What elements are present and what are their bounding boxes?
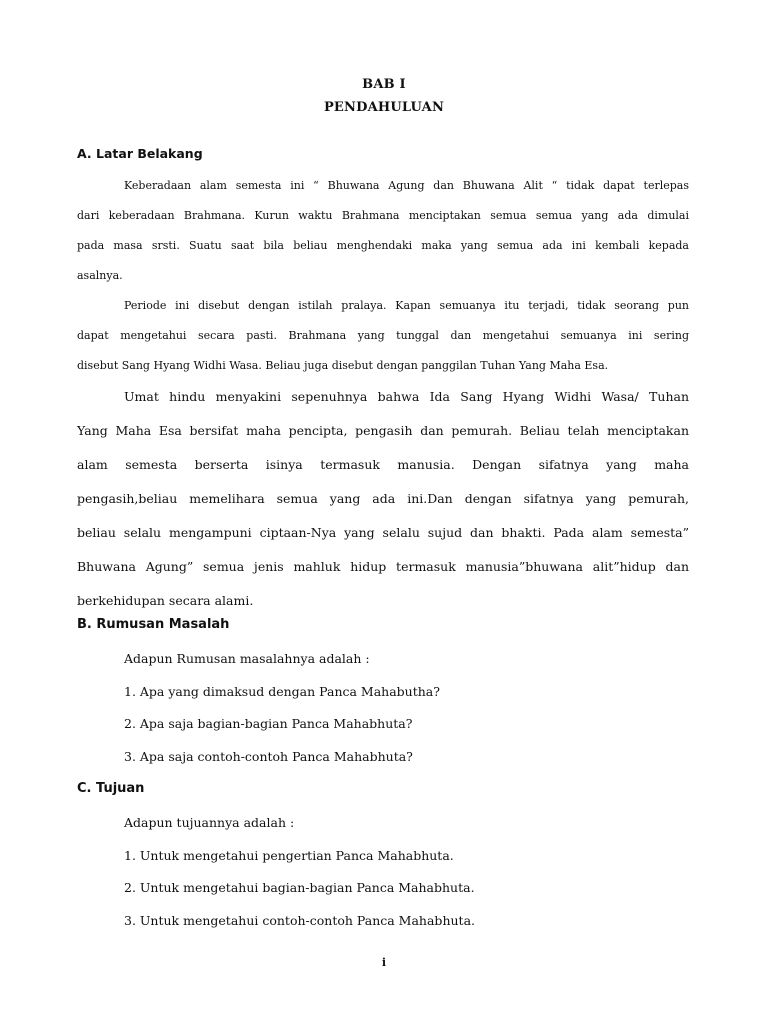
- paragraph-latar-1: [77, 171, 689, 291]
- rumusan-item-1: 1. Apa yang dimaksud dengan Panca Mahabutha?: [124, 684, 440, 699]
- rumusan-item-2: 2. Apa saja bagian-bagian Panca Mahabhuta?: [124, 716, 413, 731]
- text-line: alam semesta berserta isinya termasuk manusia. Dengan sifatnya yang maha: [77, 457, 689, 472]
- page-number: i: [381, 956, 387, 969]
- text-line: berkehidupan secara alami.: [77, 593, 254, 608]
- chapter-title: BAB I: [362, 77, 406, 92]
- text-line: Periode ini disebut dengan istilah pralaya. Kapan semuanya itu terjadi, tidak seorang pun: [124, 299, 689, 312]
- section-heading-rumusan-masalah: B. Rumusan Masalah: [77, 617, 230, 632]
- tujuan-item-3: 3. Untuk mengetahui contoh-contoh Panca Mahabhuta.: [124, 913, 475, 928]
- text-line: Umat hindu menyakini sepenuhnya bahwa Ida Sang Hyang Widhi Wasa/ Tuhan: [124, 389, 689, 404]
- text-line: disebut Sang Hyang Widhi Wasa. Beliau juga disebut dengan panggilan Tuhan Yang Maha Esa.: [77, 359, 609, 372]
- section-heading-latar-belakang: A. Latar Belakang: [77, 146, 203, 161]
- text-line: Yang Maha Esa bersifat maha pencipta, pengasih dan pemurah. Beliau telah menciptakan: [77, 423, 689, 438]
- tujuan-intro: Adapun tujuannya adalah :: [124, 815, 295, 830]
- paragraph-latar-2: [77, 291, 689, 381]
- section-heading-tujuan: C. Tujuan: [77, 781, 145, 796]
- text-line: pada masa srsti. Suatu saat bila beliau menghendaki maka yang semua ada ini kembali kepada: [77, 239, 689, 252]
- tujuan-item-2: 2. Untuk mengetahui bagian-bagian Panca Mahabhuta.: [124, 880, 475, 895]
- text-line: dari keberadaan Brahmana. Kurun waktu Brahmana menciptakan semua semua yang ada dimulai: [77, 209, 689, 222]
- rumusan-intro: Adapun Rumusan masalahnya adalah :: [124, 651, 370, 666]
- chapter-subtitle: PENDAHULUAN: [323, 100, 445, 115]
- tujuan-item-1: 1. Untuk mengetahui pengertian Panca Mahabhuta.: [124, 848, 454, 863]
- text-line: beliau selalu mengampuni ciptaan-Nya yang selalu sujud dan bhakti. Pada alam semesta”: [77, 525, 689, 540]
- text-line: Bhuwana Agung” semua jenis mahluk hidup termasuk manusia”bhuwana alit”hidup dan: [77, 559, 689, 574]
- text-line: pengasih,beliau memelihara semua yang ada ini.Dan dengan sifatnya yang pemurah,: [77, 491, 689, 506]
- text-line: dapat mengetahui secara pasti. Brahmana yang tunggal dan mengetahui semuanya ini sering: [77, 329, 689, 342]
- paragraph-latar-3: [77, 380, 689, 618]
- text-line: Keberadaan alam semesta ini “ Bhuwana Agung dan Bhuwana Alit “ tidak dapat terlepas: [124, 179, 689, 192]
- rumusan-item-3: 3. Apa saja contoh-contoh Panca Mahabhuta?: [124, 749, 413, 764]
- text-line: asalnya.: [77, 269, 123, 282]
